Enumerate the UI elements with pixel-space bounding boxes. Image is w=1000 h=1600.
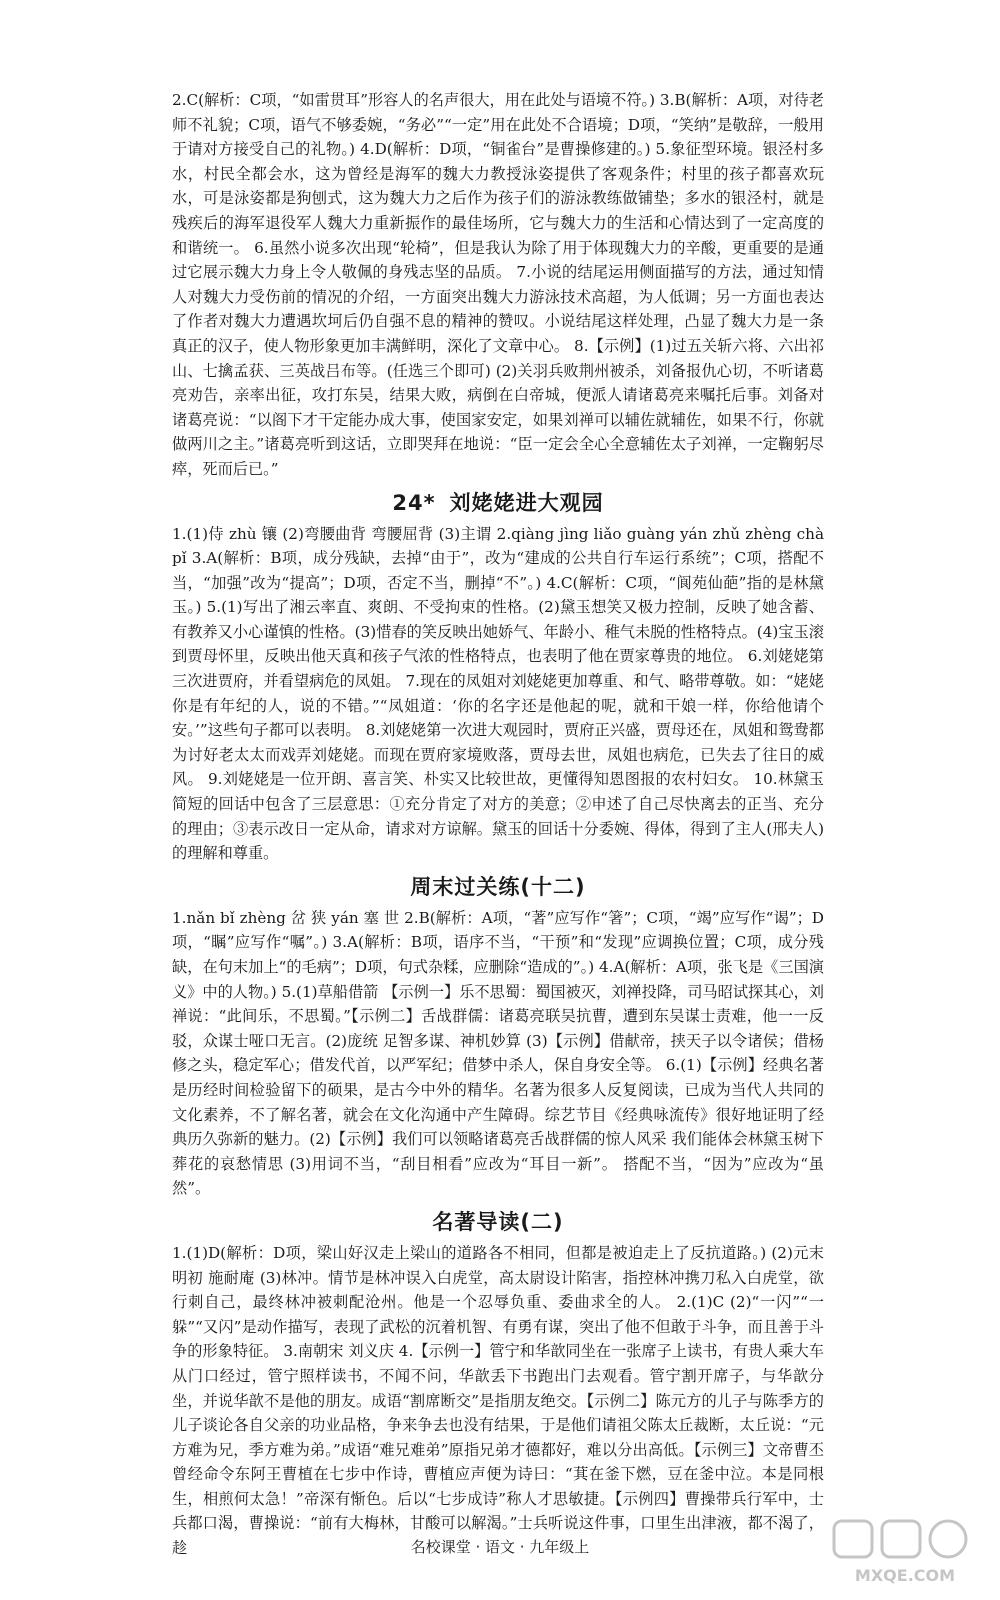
- page-footer: 名校课堂 · 语文 · 九年级上: [410, 1538, 590, 1556]
- section-heading: [172, 872, 824, 902]
- site-watermark-logo: [830, 1515, 980, 1590]
- section-heading: [172, 1207, 824, 1237]
- section-title: 名著导读(二): [432, 1209, 564, 1234]
- section-title: 周末过关练(十二): [410, 874, 586, 899]
- answer-paragraph: 1.(1)侍 zhù 镶 (2)弯腰曲背 弯腰屈背 (3)主谓 2.qiàng jìng liǎo guàng yán zhǔ zhèng chà pǐ 3.A(解析：B项，成分残缺，去掉“由于”，改为“建成的公共自行车运行系统”；C项，搭配不当，“加强”改为“提高”；D项，否定不当，删掉“不”。) 4.C(解析：C项，“阆苑仙葩”指的是林黛玉。) 5.(1)写出了湘云率直、爽朗、不受拘束的性格。(2)黛玉想笑又极力控制，反映了她含蓄、有教养又小心谨慎的性格。(3)惜春的笑反映出她娇气、年龄小、稚气未脱的性格特点。(4)宝玉滚到贾母怀里，反映出他天真和孩子气浓的性格特点，也表明了他在贾家尊贵的地位。 6.刘姥姥第三次进贾府，并看望病危的凤姐。 7.现在的凤姐对刘姥姥更加尊重、和气、略带尊敬。如：“姥姥你是有年纪的人，说的不错。”“凤姐道：‘你的名字还是他起的呢，就和干娘一样，你给他请个安。’”这些句子都可以表明。 8.刘姥姥第一次进大观园时，贾府正兴盛，贾母还在，凤姐和鸳鸯都为讨好老太太而戏弄刘姥姥。而现在贾府家境败落，贾母去世，凤姐也病危，已失去了往日的威风。 9.刘姥姥是一位开朗、喜言笑、朴实又比较世故，更懂得知恩图报的农村妇女。 10.林黛玉简短的回话中包含了三层意思：①充分肯定了对方的美意；②申述了自己尽快离去的正当、充分的理由；③表示改日一定从命，请求对方谅解。黛玉的回话十分委婉、得体，得到了主人(邢夫人)的理解和尊重。: [172, 524, 824, 863]
- watermark-text: MXQE.COM: [854, 1566, 956, 1585]
- answer-paragraph: 2.C(解析：C项，“如雷贯耳”形容人的名声很大，用在此处与语境不符。) 3.B(解析：A项，对待老师不礼貌；C项，语气不够委婉，“务必”“一定”用在此处不合语境；D项，“笑纳”是敬辞，一般用于请对方接受自己的礼物。) 4.D(解析：D项，“铜雀台”是曹操修建的。) 5.象征型环境。银泾村多水，村民全都会水，这为曾经是海军的魏大力教授泳姿提供了客观条件；村里的孩子都喜欢玩水，可是泳姿都是狗刨式，这为魏大力之后作为孩子们的游泳教练做铺垫；多水的银泾村，就是残疾后的海军退役军人魏大力重新振作的最佳场所，它与魏大力的生活和心情达到了一定高度的和谐统一。 6.虽然小说多次出现“轮椅”，但是我认为除了用于体现魏大力的辛酸，更重要的是通过它展示魏大力身上令人敬佩的身残志坚的品质。 7.小说的结尾运用侧面描写的方法，通过知情人对魏大力受伤前的情况的介绍，一方面突出魏大力游泳技术高超，为人低调；另一方面也表达了作者对魏大力遭遇坎坷后仍自强不息的精神的赞叹。小说结尾这样处理，凸显了魏大力是一条真正的汉子，使人物形象更加丰满鲜明，深化了文章中心。 8.【示例】(1)过五关斩六将、六出祁山、七擒孟获、三英战吕布等。(任选三个即可) (2)关羽兵败荆州被杀，刘备报仇心切，不听诸葛亮劝告，亲率出征，攻打东吴，结果大败，病倒在白帝城，便派人请诸葛亮来嘱托后事。刘备对诸葛亮说：“以阁下才干定能办成大事，使国家安定，如果刘禅可以辅佐就辅佐，如果不行，你就做两川之主。”诸葛亮听到这话，立即哭拜在地说：“臣一定会全心全意辅佐太子刘禅，一定鞠躬尽瘁，死而后已。”: [172, 91, 824, 478]
- answer-column: [172, 88, 824, 1561]
- section-title: 刘姥姥进大观园: [449, 490, 604, 515]
- answer-paragraph: 1.nǎn bǐ zhèng 岔 狭 yán 塞 世 2.B(解析：A项，“著”应写作“箸”；C项，“竭”应写作“谒”；D项，“瞩”应写作“嘱”。) 3.A(解析：B项，语序不当，“干预”和“发现”应调换位置；C项，成分残缺，在句末加上“的毛病”；D项，句式杂糅，应删除“造成的”。) 4.A(解析：A项，张飞是《三国演义》中的人物。) 5.(1)草船借箭 【示例一】乐不思蜀：蜀国被灭，刘禅投降，司马昭试探其心，刘禅说：“此间乐，不思蜀。”【示例二】舌战群儒：诸葛亮联吴抗曹，遭到东吴谋士责难，他一一反驳，众谋士哑口无言。(2)庞统 足智多谋、神机妙算 (3)【示例】借献帝，挟天子以令诸侯；借杨修之头，稳定军心；借发代首，以严军纪；借梦中杀人，保自身安全等。 6.(1)【示例】经典名著是历经时间检验留下的硕果，是古今中外的精华。名著为很多人反复阅读，已成为当代人共同的文化素养，不了解名著，就会在文化沟通中产生障碍。综艺节目《经典咏流传》很好地证明了经典历久弥新的魅力。(2)【示例】我们可以领略诸葛亮舌战群儒的惊人风采 我们能体会林黛玉树下葬花的哀愁情思 (3)用词不当，“刮目相看”应改为“耳目一新”。 搭配不当，“因为”应改为“虽然”。: [172, 908, 824, 1198]
- section-number: 24*: [392, 490, 436, 515]
- section-heading: [172, 488, 824, 518]
- answer-paragraph: 1.(1)D(解析：D项，梁山好汉走上梁山的道路各不相同，但都是被迫走上了反抗道路。) (2)元末明初 施耐庵 (3)林冲。情节是林冲误入白虎堂，高太尉设计陷害，指控林冲携刀私入白虎堂，欲行刺自己，最终林冲被刺配沧州。他是一个忍辱负重、委曲求全的人。 2.(1)C (2)“一闪”“一躲”“又闪”是动作描写，表现了武松的沉着机智、有勇有谋，突出了他不但敢于斗争，而且善于斗争的形象特征。 3.南朝宋 刘义庆 4.【示例一】管宁和华歆同坐在一张席子上读书，有贵人乘大车从门口经过，管宁照样读书，不闻不问，华歆丢下书跑出门去观看。管宁割开席子，与华歆分坐，并说华歆不是他的朋友。成语“割席断交”是指朋友绝交。【示例二】陈元方的儿子与陈季方的儿子谈论各自父亲的功业品格，争来争去也没有结果，于是他们请祖父陈太丘裁断，太丘说：“元方难为兄，季方难为弟。”成语“难兄难弟”原指兄弟才德都好，难以分出高低。【示例三】文帝曹丕曾经命令东阿王曹植在七步中作诗，曹植应声便为诗曰：“萁在釜下燃，豆在釜中泣。本是同根生，相煎何太急！”帝深有惭色。后以“七步成诗”称人才思敏捷。【示例四】曹操带兵行军中，士兵都口渴，曹操说：“前有大梅林，甘酸可以解渴。”士兵听说这件事，口里生出津液，都不渴了，趁: [172, 1243, 824, 1558]
